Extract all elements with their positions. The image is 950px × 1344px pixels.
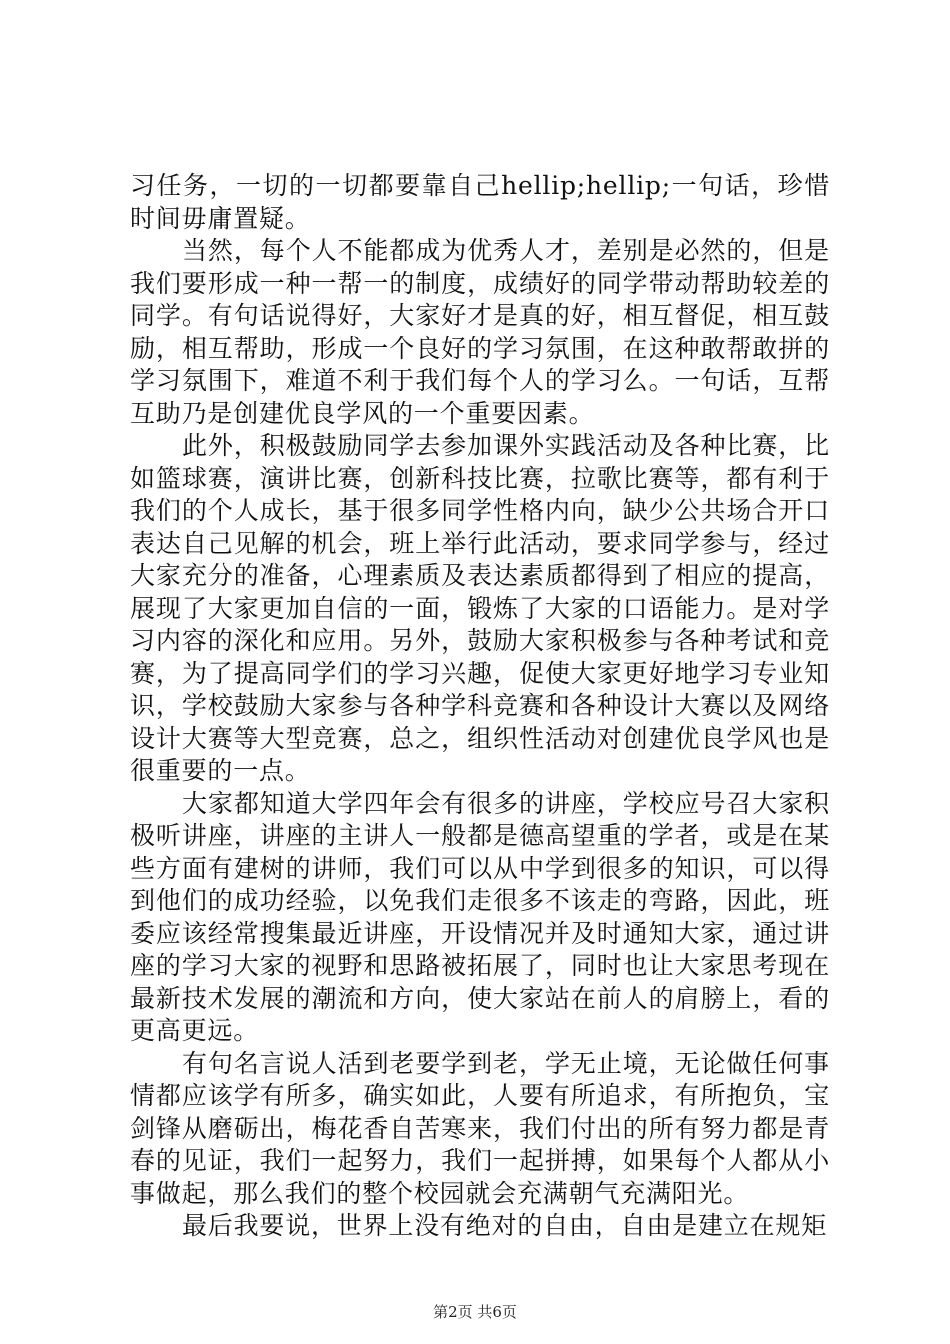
document-body [130, 170, 830, 1243]
paragraph-2: 当然，每个人不能都成为优秀人才，差别是必然的，但是我们要形成一种一帮一的制度，成绩好的同学带动帮助较差的同学。有句话说得好，大家好才是真的好，相互督促，相互鼓励，相互帮助，形成一个良好的学习氛围，在这种敢帮敢拼的学习氛围下，难道不利于我们每个人的学习么。一句话，互帮互助乃是创建优良学风的一个重要因素。 [130, 236, 830, 428]
paragraph-1: 习任务，一切的一切都要靠自己hellip;hellip;一句话，珍惜时间毋庸置疑。 [130, 171, 830, 233]
paragraph-5: 有句名言说人活到老要学到老，学无止境，无论做任何事情都应该学有所多，确实如此，人要有所追求，有所抱负，宝剑锋从磨砺出，梅花香自苦寒来，我们付出的所有努力都是青春的见证，我们一起努力，我们一起拼搏，如果每个人都从小事做起，那么我们的整个校园就会充满朝气充满阳光。 [130, 1048, 830, 1208]
paragraph-4: 大家都知道大学四年会有很多的讲座，学校应号召大家积极听讲座，讲座的主讲人一般都是德高望重的学者，或是在某些方面有建树的讲师，我们可以从中学到很多的知识，可以得到他们的成功经验，以免我们走很多不该走的弯路，因此，班委应该经常搜集最近讲座，开设情况并及时通知大家，通过讲座的学习大家的视野和思路被拓展了，同时也让大家思考现在最新技术发展的潮流和方向，使大家站在前人的肩膀上，看的更高更远。 [130, 788, 830, 1045]
page-footer: 第2页 共6页 [433, 1303, 517, 1321]
paragraph-6: 最后我要说，世界上没有绝对的自由，自由是建立在规矩 [182, 1211, 828, 1240]
paragraph-3: 此外，积极鼓励同学去参加课外实践活动及各种比赛，比如篮球赛，演讲比赛，创新科技比赛，拉歌比赛等，都有利于我们的个人成长，基于很多同学性格内向，缺少公共场合开口表达自己见解的机会，班上举行此活动，要求同学参与，经过大家充分的准备，心理素质及表达素质都得到了相应的提高，展现了大家更加自信的一面，锻炼了大家的口语能力。是对学习内容的深化和应用。另外，鼓励大家积极参与各种考试和竞赛，为了提高同学们的学习兴趣，促使大家更好地学习专业知识，学校鼓励大家参与各种学科竞赛和各种设计大赛以及网络设计大赛等大型竞赛，总之，组织性活动对创建优良学风也是很重要的一点。 [130, 431, 830, 785]
